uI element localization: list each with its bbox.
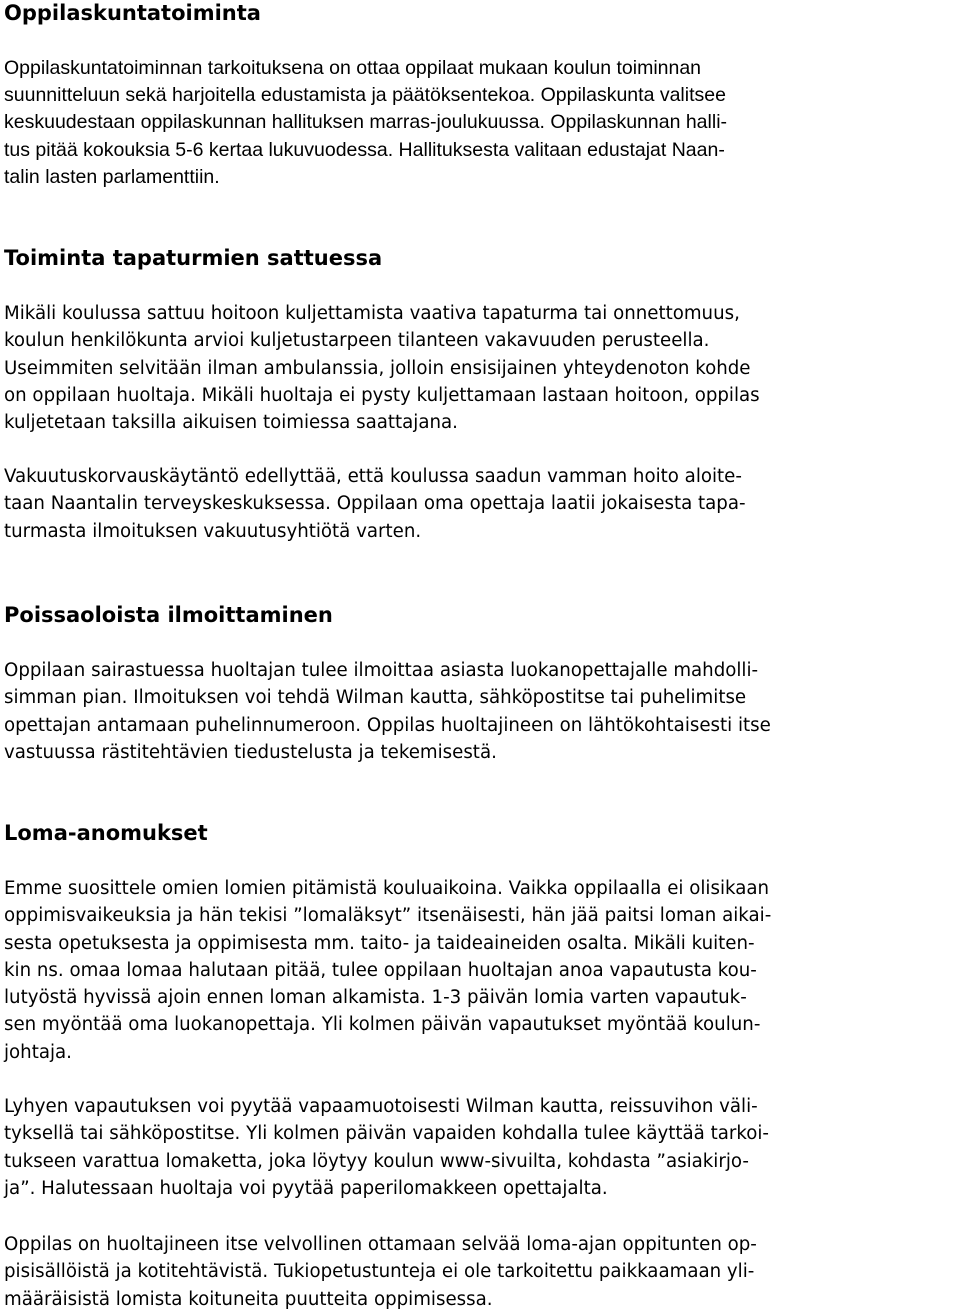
- section-heading: Oppilaskuntatoiminta: [4, 1, 261, 25]
- section-paragraph: Lyhyen vapautuksen voi pyytää vapaamuotoisesti Wilman kautta, reissuvihon väli- tyksellä tai sähköpostitse. Yli kolmen päivän vapaiden kohdalla tulee käyttää tarkoi- tukseen varattua lomaketta, joka löytyy koulun www-sivuilta, kohdasta ”asiakirjo- ja”. Halutessaan huoltaja voi pyytää paperilomakkeen opettajalta.: [4, 1096, 769, 1199]
- section-paragraph: Mikäli koulussa sattuu hoitoon kuljettamista vaativa tapaturma tai onnettomuus, koulun henkilökunta arvioi kuljetustarpeen tilanteen vakavuuden perusteella. Useimmiten selvitään ilman ambulanssia, jolloin ensisijainen yhteydenoton kohde on oppilaan huoltaja. Mikäli huoltaja ei pysty kuljettamaan lastaan hoitoon, oppilas kuljetetaan taksilla aikuisen toimiessa saattajana.: [4, 303, 760, 434]
- section-paragraph: Oppilaan sairastuessa huoltajan tulee ilmoittaa asiasta luokanopettajalle mahdolli- simman pian. Ilmoituksen voi tehdä Wilman kautta, sähköpostitse tai puhelimitse opettajan antamaan puhelinnumeroon. Oppilas huoltajineen on lähtökohtaisesti itse vastuussa rästitehtävien tiedustelusta ja tekemisestä.: [4, 660, 771, 763]
- section-heading: Loma-anomukset: [4, 821, 208, 845]
- section-paragraph: Emme suosittele omien lomien pitämistä kouluaikoina. Vaikka oppilaalla ei olisikaan oppimisvaikeuksia ja hän tekisi ”lomaläksyt” itsenäisesti, hän jää paitsi loman aikai- sesta opetuksesta ja oppimisesta mm. taito- ja taideaineiden osalta. Mikäli kuiten- kin ns. omaa lomaa halutaan pitää, tulee oppilaan huoltajan anoa vapautusta kou- lutyöstä hyvissä ajoin ennen loman alkamista. 1-3 päivän lomia varten vapautuk- sen myöntää oma luokanopettaja. Yli kolmen päivän vapautukset myöntää koulun- johtaja.: [4, 878, 772, 1063]
- section-heading: Poissaoloista ilmoittaminen: [4, 603, 333, 627]
- section-paragraph: Vakuutuskorvauskäytäntö edellyttää, että koulussa saadun vamman hoito aloite- taan Naantalin terveyskeskuksessa. Oppilaan oma opettaja laatii jokaisesta tapa- turmasta ilmoituksen vakuutusyhtiötä varten.: [4, 466, 746, 542]
- section-paragraph: Oppilas on huoltajineen itse velvollinen ottamaan selvää loma-ajan oppitunten op- pisisällöistä ja kotitehtävistä. Tukiopetustunteja ei ole tarkoitettu paikkaamaan yli- määräisistä lomista koituneita puutteita oppimisessa.: [4, 1234, 757, 1310]
- section-heading: Toiminta tapaturmien sattuessa: [4, 246, 383, 270]
- section-paragraph: Oppilaskuntatoiminnan tarkoituksena on ottaa oppilaat mukaan koulun toiminnan suunnitteluun sekä harjoitella edustamista ja päätöksentekoa. Oppilaskunta valitsee keskuudestaan oppilaskunnan hallituksen marras-joulukuussa. Oppilaskunnan halli- tus pitää kokouksia 5-6 kertaa lukuvuodessa. Hallituksesta valitaan edustajat Naan- talin lasten parlamenttiin.: [4, 57, 728, 188]
